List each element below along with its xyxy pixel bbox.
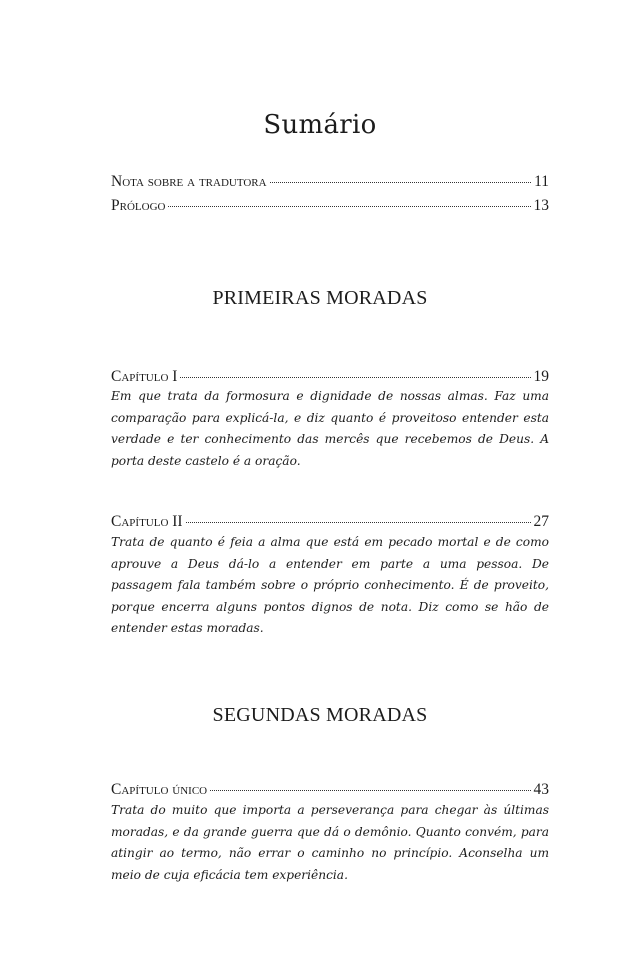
- dot-leader: [210, 789, 530, 791]
- toc-entry-label: Nota sobre a tradutora: [111, 173, 267, 190]
- toc-entry-label: Capítulo II: [111, 513, 183, 530]
- toc-entry-page: 27: [533, 513, 549, 530]
- toc-entry-prologo: [111, 196, 549, 216]
- toc-entry-capitulo-2: [111, 512, 549, 532]
- dot-leader: [270, 181, 531, 183]
- toc-entry-label: Capítulo I: [111, 368, 178, 385]
- page-title: Sumário: [263, 110, 377, 140]
- toc-entry-page: 43: [533, 781, 549, 798]
- dot-leader: [168, 205, 530, 207]
- section-heading-primeiras: PRIMEIRAS MORADAS: [212, 287, 428, 309]
- chapter-description: Trata de quanto é feia a alma que está em pecado mortal e de como aprouve a Deus dá-lo a entender em parte a uma pessoa. De passagem fala também sobre o próprio conhecimento. É de proveito, porque encerra alguns pontos dignos de nota. Diz como se hão de entender estas moradas.: [111, 535, 549, 635]
- section-heading-segundas: SEGUNDAS MORADAS: [212, 704, 428, 726]
- toc-entry-nota: [111, 172, 549, 192]
- toc-entry-page: 13: [533, 197, 549, 214]
- dot-leader: [180, 376, 530, 378]
- toc-entry-capitulo-1: [111, 367, 549, 387]
- chapter-description: Em que trata da formosura e dignidade de nossas almas. Faz uma comparação para explicá-la, e diz quanto é proveitoso entender esta verdade e ter conhecimento das mercês que recebemos de Deus. A porta deste castelo é a oração.: [111, 389, 549, 468]
- chapter-description: Trata do muito que importa a perseverança para chegar às últimas moradas, e da grande guerra que dá o demônio. Quanto convém, para atingir ao termo, não errar o caminho no princípio. Aconselha um meio de cuja eficácia tem experiência.: [111, 803, 549, 882]
- toc-entry-label: Prólogo: [111, 197, 166, 214]
- toc-entry-page: 11: [534, 173, 549, 190]
- toc-entry-capitulo-unico: [111, 780, 549, 800]
- dot-leader: [186, 521, 531, 523]
- toc-entry-page: 19: [533, 368, 549, 385]
- toc-entry-label: Capítulo único: [111, 781, 208, 798]
